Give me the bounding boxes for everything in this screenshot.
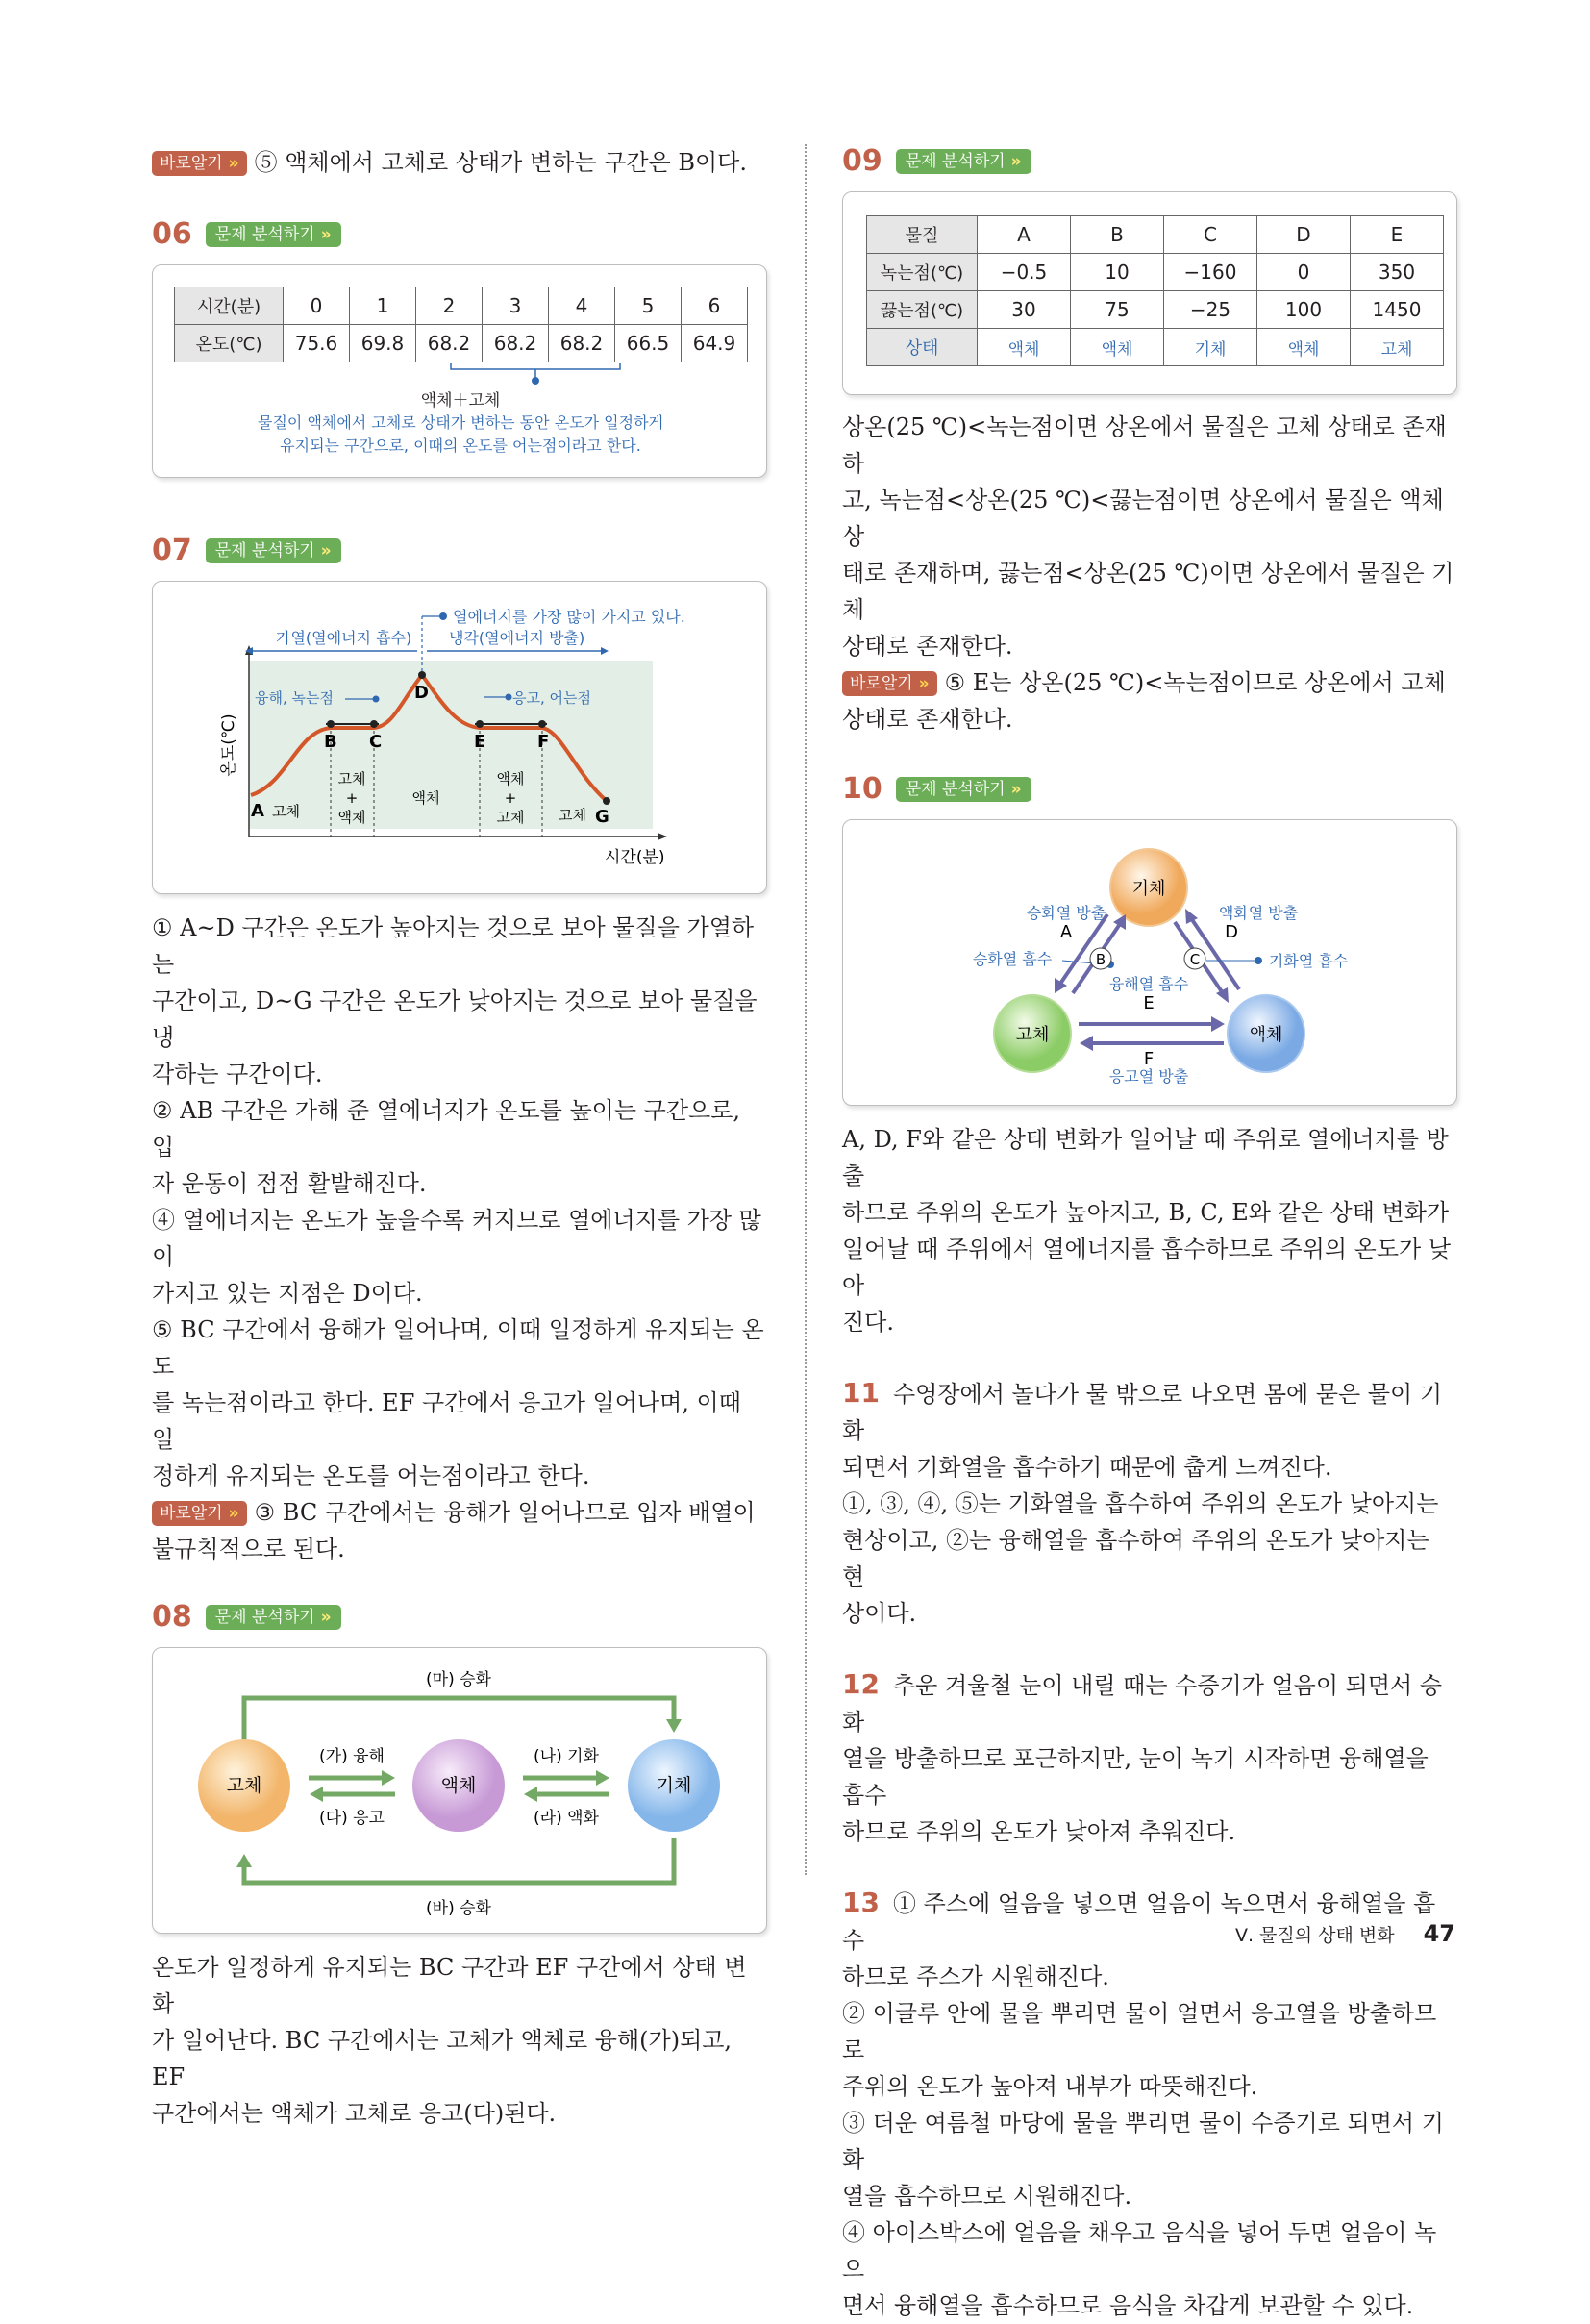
label-a: A <box>1059 922 1073 942</box>
text-line: 태로 존재하며, 끓는점<상온(25 ℃)이면 상온에서 물질은 기체 <box>842 560 1454 623</box>
table-cell: 68.2 <box>549 325 615 362</box>
da-label: (다) 응고 <box>319 1809 385 1828</box>
text-line: A, D, F와 같은 상태 변화가 일어날 때 주위로 열에너지를 방출 <box>842 1126 1449 1189</box>
text-line: 하므로 주위의 온도가 높아지고, B, C, E와 같은 상태 변화가 <box>842 1199 1450 1226</box>
table-cell: 0 <box>1257 254 1351 291</box>
ga-label: (가) 융해 <box>319 1747 385 1766</box>
table-cell: 10 <box>1071 254 1164 291</box>
text-line: ③ 더운 여름철 마당에 물을 뿌리면 물이 수증기로 되면서 기화 <box>842 2110 1444 2173</box>
table-cell: 기체 <box>1164 329 1257 366</box>
table-cell: 끓는점(℃) <box>867 291 978 329</box>
region-liquid: 액체 <box>411 789 440 807</box>
table-cell: 68.2 <box>416 325 483 362</box>
label-c: C <box>1189 951 1201 968</box>
table-row <box>867 216 1444 254</box>
solid-node: 고체 <box>1015 1025 1050 1045</box>
section-title: Ⅴ. 물질의 상태 변화 <box>1234 1925 1395 1946</box>
text-line: 불규칙적으로 된다. <box>152 1536 345 1562</box>
table-cell: 69.8 <box>350 325 416 362</box>
text-line: ⑤ BC 구간에서 융해가 일어나며, 이때 일정하게 유지되는 온도 <box>152 1316 764 1380</box>
state-change-diagram <box>153 1648 768 1933</box>
question-number: 08 <box>152 1600 192 1634</box>
y-axis-label: 온도(℃) <box>219 713 238 777</box>
melt-label: 융해, 녹는점 <box>255 689 334 707</box>
liquid-node: 액체 <box>1249 1025 1283 1045</box>
table-cell: 물질 <box>867 216 978 254</box>
text-line: 상태로 존재한다. <box>842 706 1013 733</box>
text-line: 상태로 존재한다. <box>842 633 1013 660</box>
table-cell: 66.5 <box>615 325 682 362</box>
top-arrow-label: (마) 승화 <box>426 1670 491 1689</box>
text-line: ① A~D 구간은 온도가 높아지는 것으로 보아 물질을 가열하는 <box>152 914 755 978</box>
liquid-label: 액체 <box>440 1775 477 1796</box>
question-number: 10 <box>842 772 882 806</box>
q09-box <box>842 191 1457 395</box>
note-line: 유지되는 구간으로, 이때의 온도를 어는점이라고 한다. <box>280 437 641 455</box>
vap-absorb: 기화열 흡수 <box>1268 952 1349 970</box>
text-line: 현상이고, ②는 융해열을 흡수하여 주위의 온도가 낮아지는 현 <box>842 1527 1429 1590</box>
point-f: F <box>537 732 550 752</box>
analysis-tag: 문제 분석하기 » <box>896 149 1031 174</box>
text-line: 정하게 유지되는 온도를 어는점이라고 한다. <box>152 1462 590 1489</box>
table-cell: 75.6 <box>284 325 350 362</box>
heat-label: 가열(열에너지 흡수) <box>276 629 412 647</box>
question-number: 07 <box>152 534 192 567</box>
text-line: 구간에서는 액체가 고체로 응고(다)된다. <box>152 2100 557 2127</box>
left-column <box>152 144 767 2132</box>
q07-graph-box <box>152 581 767 894</box>
region-mix1-b: + <box>345 789 359 807</box>
q06-label: 액체＋고체 <box>420 391 501 411</box>
answer-badge: 바로알기 » <box>842 671 937 696</box>
text-line: ④ 아이스박스에 얼음을 채우고 음식을 넣어 두면 얼음이 녹으 <box>842 2219 1437 2283</box>
text-line: 온도가 일정하게 유지되는 BC 구간과 EF 구간에서 상태 변화 <box>152 1954 747 2017</box>
cool-label: 냉각(열에너지 방출) <box>449 629 585 647</box>
bottom-arrow-label: (바) 승화 <box>426 1899 491 1918</box>
page-footer <box>1235 1920 1455 1947</box>
table-cell: 액체 <box>1257 329 1351 366</box>
region-mix2-b: + <box>504 789 517 807</box>
region-solid2: 고체 <box>559 807 586 824</box>
q07-header <box>152 534 767 567</box>
text-line: 열을 흡수하므로 시원해진다. <box>842 2183 1132 2210</box>
point-b: B <box>324 732 337 752</box>
question-number: 12 <box>842 1668 880 1700</box>
label-d: D <box>1225 922 1238 942</box>
text-line: 하므로 주스가 시원해진다. <box>842 1963 1109 1990</box>
analysis-tag: 문제 분석하기 » <box>206 1605 341 1630</box>
table-cell: C <box>1164 216 1257 254</box>
table-cell: 64.9 <box>682 325 748 362</box>
question-number: 09 <box>842 144 882 178</box>
analysis-tag: 문제 분석하기 » <box>896 777 1031 802</box>
q11-first-line <box>842 1375 1457 1449</box>
table-cell: 3 <box>483 287 549 325</box>
text-line: 되면서 기화열을 흡수하기 때문에 춥게 느껴진다. <box>842 1454 1332 1481</box>
freeze-label: 응고, 어는점 <box>512 689 591 707</box>
question-number: 06 <box>152 217 192 251</box>
table-row <box>867 291 1444 329</box>
region-mix1-a: 고체 <box>337 770 366 787</box>
answer-line <box>842 664 1457 701</box>
text-line: ④ 열에너지는 온도가 높을수록 커지므로 열에너지를 가장 많이 <box>152 1207 761 1270</box>
heating-cooling-graph <box>153 582 768 893</box>
q09-explanation <box>842 409 1457 737</box>
q06-box <box>152 264 767 478</box>
text-line: 진다. <box>842 1309 894 1336</box>
liq-release: 액화열 방출 <box>1218 904 1299 922</box>
column-divider <box>805 144 807 1875</box>
table-cell: 상태 <box>867 329 978 366</box>
table-cell: A <box>978 216 1071 254</box>
table-cell: 6 <box>682 287 748 325</box>
point-c: C <box>369 732 383 752</box>
table-cell: 온도(℃) <box>175 325 284 362</box>
answer-text: ⑤ E는 상온(25 ℃)<녹는점이므로 상온에서 고체 <box>944 669 1446 696</box>
label-e: E <box>1143 993 1155 1013</box>
text-line: ①, ③, ④, ⑤는 기화열을 흡수하여 주위의 온도가 낮아지는 <box>842 1490 1439 1517</box>
question-number: 11 <box>842 1377 880 1409</box>
answer-badge: 바로알기 » <box>152 151 247 176</box>
table-cell: 1 <box>350 287 416 325</box>
text-line: 각하는 구간이다. <box>152 1061 323 1087</box>
table-row <box>867 254 1444 291</box>
q10-header <box>842 772 1457 806</box>
text-line: ② AB 구간은 가해 준 열에너지가 온도를 높이는 구간으로, 입 <box>152 1097 741 1161</box>
q12-block <box>842 1666 1457 1850</box>
sub-absorb: 승화열 흡수 <box>972 950 1053 968</box>
table-cell: 시간(분) <box>175 287 284 325</box>
right-column <box>842 144 1457 2324</box>
intro-answer: 바로알기 » ⑤ 액체에서 고체로 상태가 변하는 구간은 B이다. <box>152 144 767 181</box>
point-e: E <box>474 732 486 752</box>
table-cell: 5 <box>615 287 682 325</box>
top-note: 열에너지를 가장 많이 가지고 있다. <box>453 608 685 626</box>
ra-label: (라) 액화 <box>534 1809 599 1828</box>
table-cell: 액체 <box>1071 329 1164 366</box>
text-line: 하므로 주위의 온도가 낮아져 추워진다. <box>842 1818 1236 1845</box>
table-row <box>867 329 1444 366</box>
text-line: 상이다. <box>842 1600 917 1627</box>
table-cell: −160 <box>1164 254 1257 291</box>
table-cell: 0 <box>284 287 350 325</box>
q06-note <box>153 412 768 458</box>
heat-transfer-diagram <box>843 820 1458 1105</box>
solid-label: 고체 <box>226 1775 262 1796</box>
table-cell: 350 <box>1351 254 1444 291</box>
region-mix2-c: 고체 <box>496 809 525 826</box>
text-line: 일어날 때 주위에서 열에너지를 흡수하므로 주위의 온도가 낮아 <box>842 1236 1452 1299</box>
q13-block <box>842 1885 1457 2324</box>
region-mix1-c: 액체 <box>337 809 366 826</box>
table-cell: E <box>1351 216 1444 254</box>
table-cell: 30 <box>978 291 1071 329</box>
q10-explanation <box>842 1121 1457 1340</box>
table-cell: 녹는점(℃) <box>867 254 978 291</box>
note-line: 물질이 액체에서 고체로 상태가 변하는 동안 온도가 일정하게 <box>257 413 663 432</box>
point-d: D <box>414 683 429 703</box>
q12-first-line <box>842 1666 1457 1740</box>
table-cell: 75 <box>1071 291 1164 329</box>
table-cell: B <box>1071 216 1164 254</box>
table-cell: 2 <box>416 287 483 325</box>
table-cell: 액체 <box>978 329 1071 366</box>
text-span: ① 주스에 얼음을 넣으면 얼음이 녹으면서 융해열을 흡수 <box>842 1890 1436 1954</box>
text-line: 고, 녹는점<상온(25 ℃)<끓는점이면 상온에서 물질은 액체 상 <box>842 487 1444 550</box>
q10-diagram-box <box>842 819 1457 1106</box>
text-line: 구간이고, D~G 구간은 온도가 낮아지는 것으로 보아 물질을 냉 <box>152 987 758 1051</box>
gas-label: 기체 <box>656 1775 692 1796</box>
text-line: 상온(25 ℃)<녹는점이면 상온에서 물질은 고체 상태로 존재하 <box>842 413 1447 477</box>
text-line: 주위의 온도가 높아져 내부가 따뜻해진다. <box>842 2073 1258 2100</box>
text-span: 추운 겨울철 눈이 내릴 때는 수증기가 얼음이 되면서 승화 <box>842 1672 1443 1736</box>
text-line: 자 운동이 점점 활발해진다. <box>152 1170 427 1197</box>
sub-release: 승화열 방출 <box>1026 904 1106 922</box>
text-line: 를 녹는점이라고 한다. EF 구간에서 응고가 일어나며, 이때 일 <box>152 1389 741 1453</box>
analysis-tag: 문제 분석하기 » <box>206 222 341 247</box>
q11-block <box>842 1375 1457 1632</box>
q09-header <box>842 144 1457 178</box>
q08-explanation <box>152 1949 767 2132</box>
melt-absorb: 융해열 흡수 <box>1108 975 1189 993</box>
point-g: G <box>595 807 609 827</box>
text-line: ② 이글루 안에 물을 뿌리면 물이 얼면서 응고열을 방출하므로 <box>842 2000 1437 2063</box>
x-axis-label: 시간(분) <box>605 848 665 867</box>
table-cell: 4 <box>549 287 615 325</box>
table-cell: 1450 <box>1351 291 1444 329</box>
table-cell: D <box>1257 216 1351 254</box>
na-label: (나) 기화 <box>534 1747 599 1766</box>
q08-diagram-box <box>152 1647 767 1934</box>
freeze-release: 응고열 방출 <box>1108 1067 1189 1086</box>
text-line: 면서 융해열을 흡수하므로 음식을 차갑게 보관할 수 있다. <box>842 2292 1414 2319</box>
point-a: A <box>251 801 264 821</box>
text-line: 열을 방출하므로 포근하지만, 눈이 녹기 시작하면 융해열을 흡수 <box>842 1745 1429 1809</box>
q08-header <box>152 1600 767 1634</box>
question-number: 13 <box>842 1887 880 1918</box>
table-cell: 100 <box>1257 291 1351 329</box>
region-solid: 고체 <box>272 803 300 820</box>
label-b: B <box>1095 951 1106 968</box>
text-span: 수영장에서 놀다가 물 밖으로 나오면 몸에 묻은 물이 기화 <box>842 1381 1443 1444</box>
answer-line <box>152 1494 767 1531</box>
label-f: F <box>1143 1049 1155 1069</box>
table-cell: −0.5 <box>978 254 1071 291</box>
analysis-tag: 문제 분석하기 » <box>206 538 341 563</box>
answer-text: ③ BC 구간에서는 융해가 일어나므로 입자 배열이 <box>254 1499 756 1526</box>
table-cell: −25 <box>1164 291 1257 329</box>
q07-explanation <box>152 910 767 1567</box>
q06-header <box>152 217 767 251</box>
answer-badge: 바로알기 » <box>152 1501 247 1526</box>
gas-node: 기체 <box>1131 879 1166 899</box>
text-line: 가지고 있는 지점은 D이다. <box>152 1280 423 1307</box>
table-cell: 고체 <box>1351 329 1444 366</box>
page-number: 47 <box>1423 1920 1455 1947</box>
q09-table <box>866 215 1444 366</box>
table-cell: 68.2 <box>483 325 549 362</box>
region-mix2-a: 액체 <box>496 770 525 787</box>
text-line: 가 일어난다. BC 구간에서는 고체가 액체로 융해(가)되고, EF <box>152 2027 733 2090</box>
